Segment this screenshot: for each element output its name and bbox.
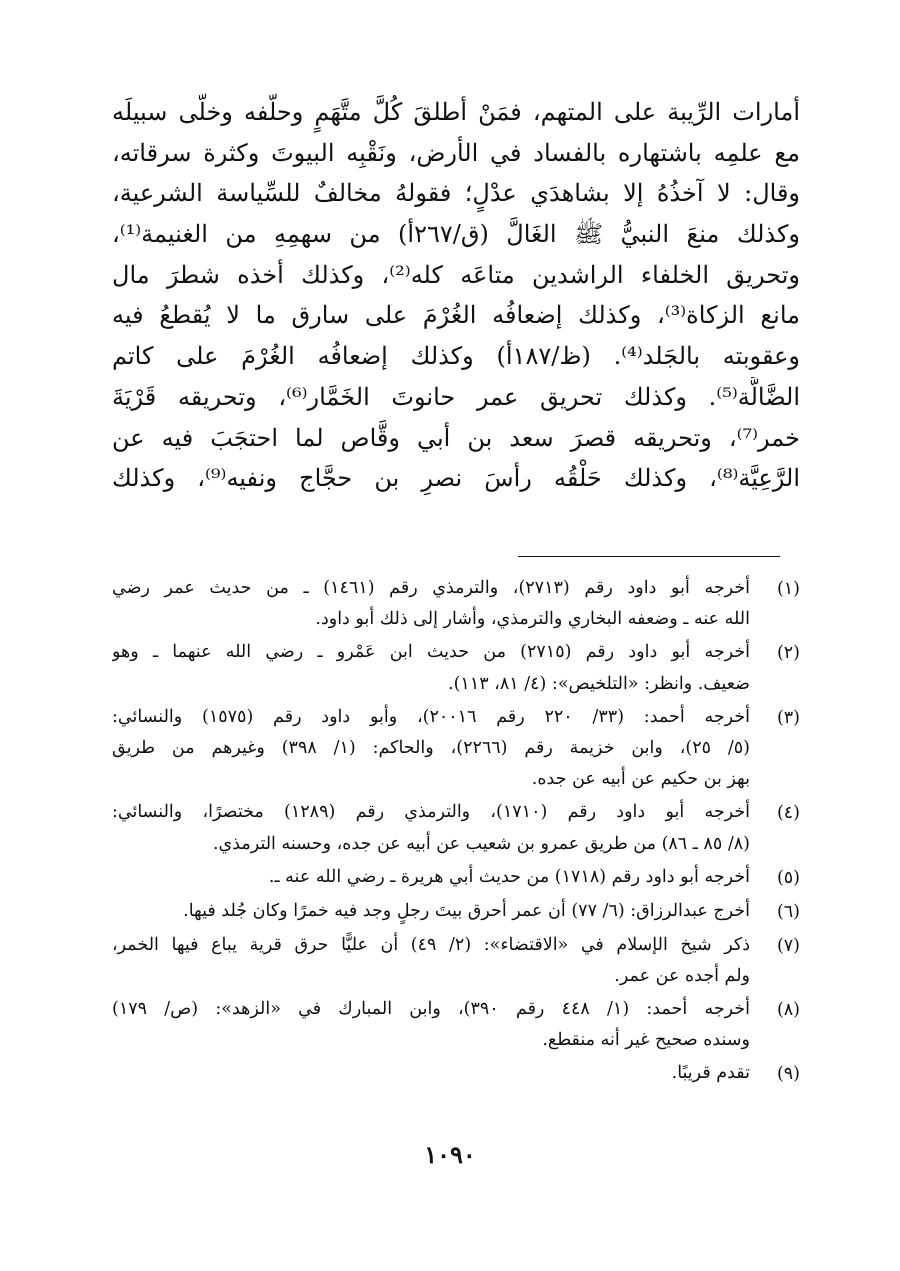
main-text-line: خمر⁽⁷⁾، وتحريقه قصرَ سعد بن أبي وقَّاص لما احتجَبَ فيه عن [112,423,800,452]
footnote-line: أخرجه أبو داود رقم (٢٧١٥) من حديث ابن عَمْرو ـ رضي الله عنهما ـ وهو [112,642,750,663]
footnote-line: تقدم قريبًا. [671,1063,750,1084]
footnote-1 [112,573,800,635]
footnote-number: (٦) [776,901,800,922]
main-text-line: الضَّالَّة⁽⁵⁾. وكذلك تحريق عمر حانوتَ الخَمَّار⁽⁶⁾، وتحريقه قَرْيَةَ [112,382,800,411]
page-number: ١٠٩٠ [424,1140,476,1169]
main-text-line: وتحريق الخلفاء الراشدين متاعَه كله⁽²⁾، وكذلك أخذه شطرَ مال [112,260,800,289]
footnote-body [112,994,750,1056]
footnotes-section [112,573,800,1092]
footnote-number: (٨) [776,1000,800,1021]
main-text-line: أمارات الرِّيبة على المتهم، فمَنْ أطلقَ كُلَّ متَّهَمٍ وحلّفه وخلّى سبيلَه [112,98,800,126]
main-text-line: مانع الزكاة⁽³⁾، وكذلك إضعافُه الغُرْمَ على سارق ما لا يُقطعُ فيه [112,301,800,330]
footnote-7 [112,930,800,992]
footnote-4 [112,797,800,859]
footnote-line: (٥/ ٢٥)، وابن خزيمة رقم (٢٢٦٦)، والحاكم: (١/ ٣٩٨) وغيرهم من طريق [112,737,750,758]
footnote-number: (٥) [776,867,800,888]
footnote-line: ذكر شيخ الإسلام في «الاقتضاء»: (٢/ ٤٩) أن عليًّا حرق قرية يباع فيها الخمر، [112,934,750,955]
footnote-body [112,862,750,893]
footnote-line: أخرجه أحمد: (٣٣/ ٢٢٠ رقم ٢٠٠١٦)، وأبو داود رقم (١٥٧٥) والنسائي: [112,706,750,727]
footnote-5 [112,862,800,894]
footnote-2 [112,637,800,699]
footnote-line: ضعيف. وانظر: «التلخيص»: (٤/ ٨١، ١١٣). [448,673,750,694]
footnote-number: (٢) [776,643,800,664]
main-text-block [112,92,800,499]
footnote-9 [112,1058,800,1090]
footnote-body [112,637,750,699]
footnote-number: (٣) [776,707,800,728]
footnote-line: أخرجه أبو داود رقم (٢٧١٣)، والترمذي رقم (١٤٦١) ـ من حديث عمر رضي [112,578,750,598]
footnote-body [112,797,750,859]
footnote-body [112,573,750,635]
footnote-number: (٤) [776,803,800,824]
footnote-6 [112,896,800,928]
footnote-line: أخرجه أحمد: (١/ ٤٤٨ رقم ٣٩٠)، وابن المبارك في «الزهد»: (ص/ ١٧٩) [112,999,750,1020]
footnote-line: الله عنه ـ وضعفه البخاري والترمذي، وأشار إلى ذلك أبو داود. [315,609,750,630]
footnote-3 [112,702,800,796]
footnote-line: وسنده صحيح غير أنه منقطع. [542,1030,750,1051]
footnote-line: (٨/ ٨٥ ـ ٨٦) من طريق عمرو بن شعيب عن أبيه عن جده، وحسنه الترمذي. [212,833,750,854]
footnote-line: أخرجه أبو داود رقم (١٧١٠)، والترمذي رقم (١٢٨٩) مختصرًا، والنسائي: [112,802,750,823]
footnote-8 [112,994,800,1056]
footnote-line: أخرجه أبو داود رقم (١٧١٨) من حديث أبي هريرة ـ رضي الله عنه ـ. [268,866,750,887]
main-text-line: مع علمِه باشتهاره بالفساد في الأرض، ونَقْبِه البيوتَ وكثرة سرقاته، [112,138,800,167]
main-text-line: وقال: لا آخذُهُ إلا بشاهدَي عدْلٍ؛ فقولهُ مخالفٌ للسِّياسة الشرعية، [112,179,800,208]
footnote-line: ولم أجده عن عمر. [614,965,750,986]
footnote-line: أخرج عبدالرزاق: (٦/ ٧٧) أن عمر أحرق بيتَ رجلٍ وجد فيه خمرًا وكان جُلد فيها. [183,900,750,921]
footnote-body [112,702,750,796]
main-text-line: وعقوبته بالجَلد⁽⁴⁾. (ظ/١٨٧أ) وكذلك إضعافُه الغُرْمَ على كاتم [112,342,800,371]
footnote-body [112,896,750,927]
footnote-body [112,930,750,992]
main-text-line: الرَّعِيَّة⁽⁸⁾، وكذلك حَلْقُه رأسَ نصرِ بن حجَّاج ونفيه⁽⁹⁾، وكذلك [112,464,800,493]
footnote-number: (١) [776,579,800,599]
footnote-body [112,1058,750,1089]
footnote-number: (٧) [776,935,800,956]
footnote-number: (٩) [776,1064,800,1085]
footnote-divider [518,556,780,557]
main-text-line: وكذلك منعَ النبيُّ ﷺ الغَالَّ (ق/٢٦٧أ) من سهمِهِ من الغنيمة⁽¹⁾، [112,220,800,249]
footnote-line: بهز بن حكيم عن أبيه عن جده. [531,769,750,790]
